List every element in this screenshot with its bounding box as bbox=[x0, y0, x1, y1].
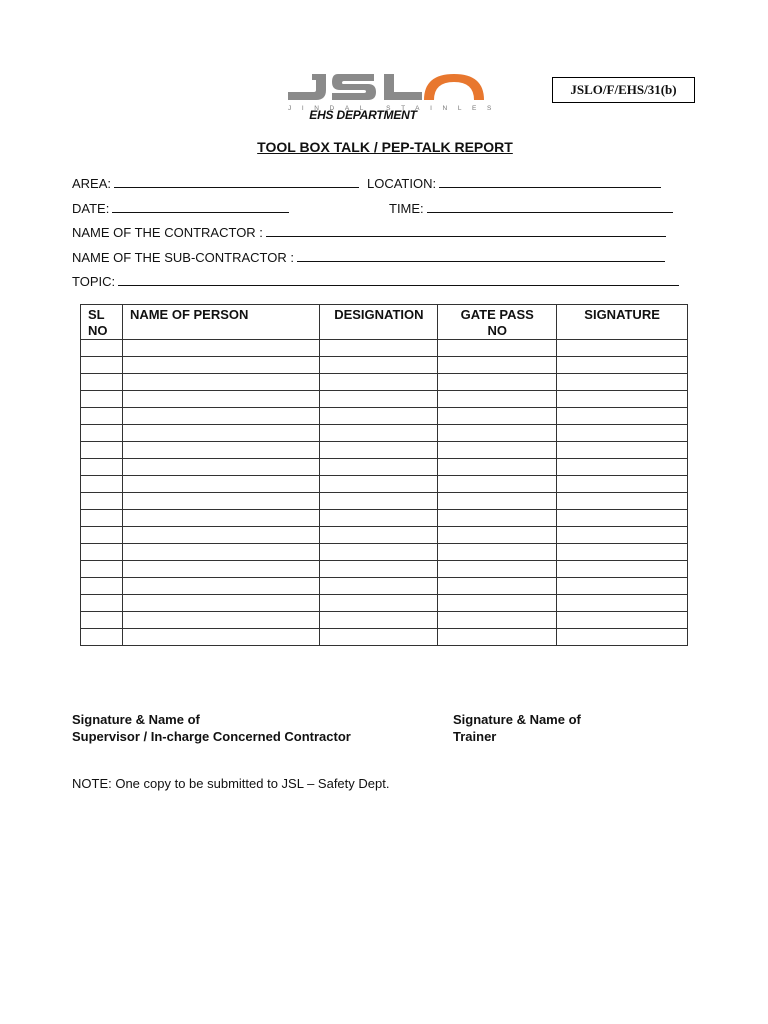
contractor-field[interactable] bbox=[72, 224, 666, 240]
col-gate-pass-no: GATE PASS NO bbox=[438, 305, 557, 340]
table-row bbox=[81, 459, 688, 476]
cell-signature[interactable] bbox=[557, 561, 688, 578]
cell-signature[interactable] bbox=[557, 425, 688, 442]
cell-gate-pass[interactable] bbox=[438, 561, 557, 578]
cell-designation[interactable] bbox=[320, 544, 438, 561]
cell-gate-pass[interactable] bbox=[438, 527, 557, 544]
cell-name[interactable] bbox=[122, 510, 319, 527]
sub-contractor-label: NAME OF THE SUB-CONTRACTOR : bbox=[72, 250, 294, 265]
cell-designation[interactable] bbox=[320, 629, 438, 646]
table-row bbox=[81, 561, 688, 578]
table-row bbox=[81, 391, 688, 408]
contractor-line[interactable] bbox=[266, 224, 666, 237]
attendance-table bbox=[80, 304, 688, 646]
date-field[interactable] bbox=[72, 200, 289, 216]
cell-sl-no[interactable] bbox=[81, 425, 123, 442]
cell-sl-no[interactable] bbox=[81, 493, 123, 510]
cell-sl-no[interactable] bbox=[81, 578, 123, 595]
cell-signature[interactable] bbox=[557, 595, 688, 612]
cell-signature[interactable] bbox=[557, 408, 688, 425]
cell-gate-pass[interactable] bbox=[438, 578, 557, 595]
table-row bbox=[81, 442, 688, 459]
cell-name[interactable] bbox=[122, 391, 319, 408]
table-row bbox=[81, 595, 688, 612]
jsl-logo bbox=[282, 70, 496, 112]
cell-signature[interactable] bbox=[557, 510, 688, 527]
cell-gate-pass[interactable] bbox=[438, 629, 557, 646]
table-row bbox=[81, 612, 688, 629]
cell-designation[interactable] bbox=[320, 374, 438, 391]
area-line[interactable] bbox=[114, 175, 359, 188]
col-name-of-person: NAME OF PERSON bbox=[122, 305, 319, 340]
trainer-signature-line1: Signature & Name of bbox=[453, 712, 581, 727]
area-field[interactable] bbox=[72, 175, 359, 191]
time-label: TIME: bbox=[389, 201, 424, 216]
col-signature: SIGNATURE bbox=[557, 305, 688, 340]
cell-name[interactable] bbox=[122, 476, 319, 493]
date-label: DATE: bbox=[72, 201, 110, 216]
cell-signature[interactable] bbox=[557, 357, 688, 374]
cell-sl-no[interactable] bbox=[81, 408, 123, 425]
cell-gate-pass[interactable] bbox=[438, 425, 557, 442]
cell-designation[interactable] bbox=[320, 493, 438, 510]
contractor-label: NAME OF THE CONTRACTOR : bbox=[72, 225, 263, 240]
cell-name[interactable] bbox=[122, 493, 319, 510]
cell-designation[interactable] bbox=[320, 391, 438, 408]
cell-name[interactable] bbox=[122, 459, 319, 476]
table-row bbox=[81, 510, 688, 527]
topic-label: TOPIC: bbox=[72, 274, 116, 289]
cell-designation[interactable] bbox=[320, 561, 438, 578]
cell-gate-pass[interactable] bbox=[438, 476, 557, 493]
cell-signature[interactable] bbox=[557, 442, 688, 459]
cell-gate-pass[interactable] bbox=[438, 374, 557, 391]
date-line[interactable] bbox=[112, 200, 289, 213]
table-row bbox=[81, 493, 688, 510]
cell-sl-no[interactable] bbox=[81, 391, 123, 408]
trainer-signature-block bbox=[453, 711, 581, 745]
cell-signature[interactable] bbox=[557, 340, 688, 357]
cell-signature[interactable] bbox=[557, 629, 688, 646]
cell-designation[interactable] bbox=[320, 527, 438, 544]
location-line[interactable] bbox=[439, 175, 661, 188]
table-row bbox=[81, 527, 688, 544]
cell-name[interactable] bbox=[122, 629, 319, 646]
time-line[interactable] bbox=[427, 200, 673, 213]
cell-designation[interactable] bbox=[320, 476, 438, 493]
report-title bbox=[0, 139, 768, 155]
table-row bbox=[81, 544, 688, 561]
cell-gate-pass[interactable] bbox=[438, 408, 557, 425]
cell-name[interactable] bbox=[122, 578, 319, 595]
cell-designation[interactable] bbox=[320, 595, 438, 612]
cell-designation[interactable] bbox=[320, 612, 438, 629]
cell-signature[interactable] bbox=[557, 578, 688, 595]
trainer-signature-line2: Trainer bbox=[453, 729, 497, 744]
cell-name[interactable] bbox=[122, 561, 319, 578]
cell-gate-pass[interactable] bbox=[438, 357, 557, 374]
cell-name[interactable] bbox=[122, 527, 319, 544]
cell-name[interactable] bbox=[122, 425, 319, 442]
attendance-body bbox=[81, 340, 688, 646]
cell-gate-pass[interactable] bbox=[438, 595, 557, 612]
cell-name[interactable] bbox=[122, 544, 319, 561]
department-label: EHS DEPARTMENT bbox=[309, 108, 417, 122]
location-field[interactable] bbox=[367, 175, 661, 191]
table-row bbox=[81, 629, 688, 646]
supervisor-signature-line1: Signature & Name of bbox=[72, 712, 200, 727]
cell-sl-no[interactable] bbox=[81, 459, 123, 476]
logo-subtext: JINDAL STAINLESS bbox=[288, 105, 496, 112]
cell-gate-pass[interactable] bbox=[438, 510, 557, 527]
cell-sl-no[interactable] bbox=[81, 612, 123, 629]
supervisor-signature-line2: Supervisor / In-charge Concerned Contractor bbox=[72, 729, 351, 744]
cell-gate-pass[interactable] bbox=[438, 493, 557, 510]
sub-contractor-field[interactable] bbox=[72, 249, 665, 265]
cell-sl-no[interactable] bbox=[81, 442, 123, 459]
cell-sl-no[interactable] bbox=[81, 510, 123, 527]
submission-note: NOTE: One copy to be submitted to JSL – Safety Dept. bbox=[72, 776, 390, 791]
cell-sl-no[interactable] bbox=[81, 629, 123, 646]
cell-designation[interactable] bbox=[320, 357, 438, 374]
cell-name[interactable] bbox=[122, 357, 319, 374]
table-row bbox=[81, 578, 688, 595]
cell-gate-pass[interactable] bbox=[438, 340, 557, 357]
cell-signature[interactable] bbox=[557, 374, 688, 391]
cell-signature[interactable] bbox=[557, 544, 688, 561]
cell-designation[interactable] bbox=[320, 510, 438, 527]
cell-designation[interactable] bbox=[320, 442, 438, 459]
cell-gate-pass[interactable] bbox=[438, 612, 557, 629]
cell-designation[interactable] bbox=[320, 408, 438, 425]
jsl-logo-mark bbox=[282, 70, 496, 112]
cell-designation[interactable] bbox=[320, 425, 438, 442]
cell-name[interactable] bbox=[122, 408, 319, 425]
topic-field[interactable] bbox=[72, 273, 679, 289]
table-row bbox=[81, 340, 688, 357]
cell-gate-pass[interactable] bbox=[438, 442, 557, 459]
cell-sl-no[interactable] bbox=[81, 340, 123, 357]
cell-name[interactable] bbox=[122, 442, 319, 459]
topic-line[interactable] bbox=[118, 273, 679, 286]
cell-gate-pass[interactable] bbox=[438, 544, 557, 561]
cell-sl-no[interactable] bbox=[81, 544, 123, 561]
cell-sl-no[interactable] bbox=[81, 357, 123, 374]
cell-sl-no[interactable] bbox=[81, 527, 123, 544]
cell-name[interactable] bbox=[122, 595, 319, 612]
cell-signature[interactable] bbox=[557, 612, 688, 629]
cell-signature[interactable] bbox=[557, 391, 688, 408]
report-title-text: TOOL BOX TALK / PEP-TALK REPORT bbox=[257, 139, 513, 155]
cell-signature[interactable] bbox=[557, 527, 688, 544]
table-row bbox=[81, 408, 688, 425]
cell-sl-no[interactable] bbox=[81, 561, 123, 578]
cell-name[interactable] bbox=[122, 340, 319, 357]
cell-signature[interactable] bbox=[557, 476, 688, 493]
time-field[interactable] bbox=[389, 200, 673, 216]
form-code: JSLO/F/EHS/31(b) bbox=[552, 77, 695, 103]
table-row bbox=[81, 374, 688, 391]
cell-signature[interactable] bbox=[557, 493, 688, 510]
cell-signature[interactable] bbox=[557, 459, 688, 476]
table-row bbox=[81, 425, 688, 442]
supervisor-signature-block bbox=[72, 711, 351, 745]
cell-name[interactable] bbox=[122, 374, 319, 391]
table-row bbox=[81, 357, 688, 374]
table-row bbox=[81, 476, 688, 493]
cell-sl-no[interactable] bbox=[81, 476, 123, 493]
area-label: AREA: bbox=[72, 176, 112, 191]
cell-designation[interactable] bbox=[320, 340, 438, 357]
cell-name[interactable] bbox=[122, 612, 319, 629]
sub-contractor-line[interactable] bbox=[297, 249, 665, 262]
cell-gate-pass[interactable] bbox=[438, 391, 557, 408]
col-sl-no: SL NO bbox=[81, 305, 123, 340]
cell-sl-no[interactable] bbox=[81, 595, 123, 612]
location-label: LOCATION: bbox=[367, 176, 437, 191]
cell-sl-no[interactable] bbox=[81, 374, 123, 391]
cell-gate-pass[interactable] bbox=[438, 459, 557, 476]
cell-designation[interactable] bbox=[320, 578, 438, 595]
cell-designation[interactable] bbox=[320, 459, 438, 476]
table-header-row bbox=[81, 305, 688, 340]
col-designation: DESIGNATION bbox=[320, 305, 438, 340]
